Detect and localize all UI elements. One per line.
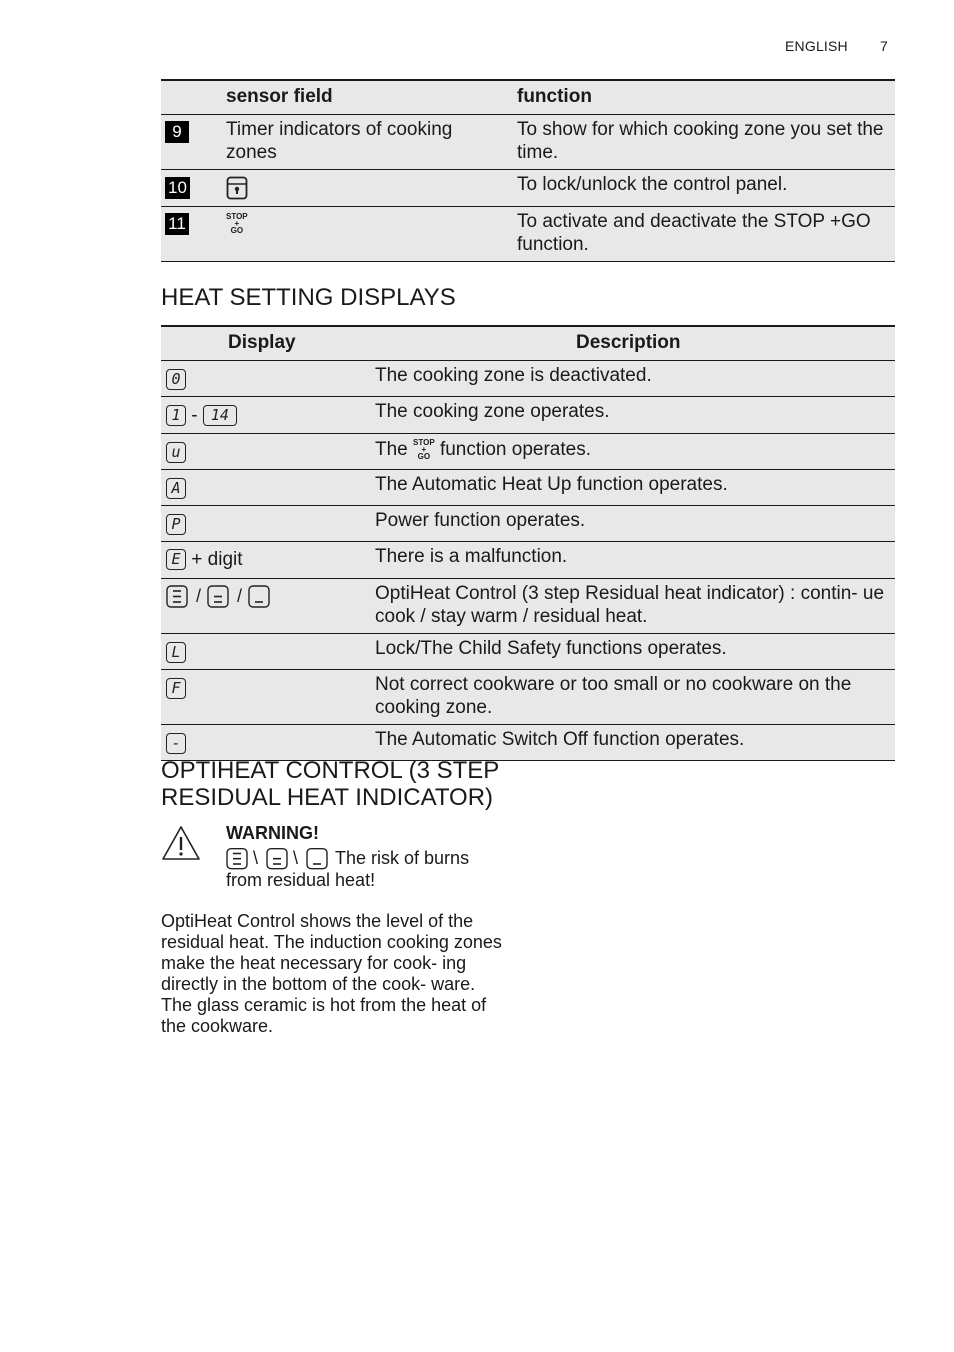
sensor-table-header (161, 81, 895, 115)
col-display: Display (228, 332, 296, 353)
optiheat-paragraph: OptiHeat Control shows the level of the residual heat. The induction cooking zones make the heat necessary for cook- ing directly in the bottom of the cook- ware. The glass ceramic is hot from the heat of the cookware. (161, 911, 502, 1036)
stop-go-icon (413, 439, 435, 460)
section-title-line1: OPTIHEAT CONTROL (3 STEP (161, 757, 500, 784)
warning-text-line2: from residual heat! (226, 870, 376, 891)
stop-go-top: STOP (226, 212, 248, 221)
col-function: function (517, 86, 592, 107)
table-row (161, 397, 895, 434)
heat-table-header (161, 327, 895, 361)
function-cell: To show for which cooking zone you set the time. (517, 119, 884, 163)
display-14-icon: 14 (203, 405, 237, 426)
table-row (161, 542, 895, 579)
warning-text: The risk of burns (335, 848, 470, 868)
heat-table (161, 325, 895, 761)
warning-block (226, 823, 516, 891)
display-e-icon: E (166, 549, 186, 570)
stop-go-bottom: GO (230, 226, 244, 235)
display-u-icon: u (166, 442, 186, 463)
display-f-icon: F (166, 678, 186, 699)
warning-sep: \ (253, 848, 259, 868)
table-row (161, 170, 895, 207)
table-row (161, 634, 895, 670)
description-cell: There is a malfunction. (375, 546, 568, 567)
display-dash-icon: - (166, 733, 186, 754)
table-row (161, 725, 895, 761)
sensor-table (161, 79, 895, 262)
svg-text:/: / (196, 586, 202, 606)
display-extra: + digit (191, 549, 243, 570)
svg-text:/: / (237, 586, 243, 606)
col-sensor-field: sensor field (226, 86, 333, 107)
description-cell (375, 438, 591, 461)
description-cell: The Automatic Switch Off function operates. (375, 729, 745, 750)
description-cell: Lock/The Child Safety functions operates. (375, 638, 727, 659)
description-cell: Not correct cookware or too small or no cookware on the cooking zone. (375, 674, 852, 718)
table-row (161, 506, 895, 542)
section-title-line2: RESIDUAL HEAT INDICATOR) (161, 784, 494, 811)
table-row (161, 361, 895, 397)
lock-icon (226, 176, 248, 206)
function-cell: To activate and deactivate the STOP +GO function. (517, 211, 871, 255)
description-cell: The cooking zone is deactivated. (375, 365, 652, 386)
col-description: Description (576, 332, 681, 353)
description-pre: The (375, 439, 408, 460)
stop-go-icon (226, 213, 248, 234)
description-cell: Power function operates. (375, 510, 586, 531)
description-cell: The cooking zone operates. (375, 401, 610, 422)
section-title-optiheat (161, 757, 499, 811)
table-row (161, 670, 895, 725)
warning-icon (161, 825, 201, 866)
stop-go-top: STOP (413, 438, 435, 448)
row-number: 9 (165, 121, 189, 143)
display-l-icon: L (166, 642, 186, 663)
description-cell: OptiHeat Control (3 step Residual heat indicator) : contin- ue cook / stay warm / residual heat. (375, 583, 885, 627)
row-number: 11 (165, 213, 189, 235)
row-number: 10 (165, 177, 190, 199)
table-row (161, 470, 895, 506)
language-label: ENGLISH (785, 38, 848, 54)
table-row (161, 115, 895, 170)
sensor-field-cell: Timer indicators of cooking zones (226, 119, 453, 163)
function-cell: To lock/unlock the control panel. (517, 174, 788, 195)
stop-go-mid: + (234, 219, 240, 228)
residual-heat-icons (226, 848, 330, 870)
description-cell: The Automatic Heat Up function operates. (375, 474, 728, 495)
range-separator: - (191, 405, 198, 426)
table-row (161, 579, 895, 634)
description-post: function operates. (439, 439, 591, 460)
display-1-icon: 1 (166, 405, 186, 426)
table-row (161, 207, 895, 262)
display-p-icon: P (166, 514, 186, 535)
warning-sep: \ (293, 848, 299, 868)
display-a-icon: A (166, 478, 186, 499)
warning-label: WARNING! (226, 823, 319, 843)
warning-line (226, 848, 516, 870)
stop-go-mid: + (421, 445, 427, 455)
display-0-icon: 0 (166, 369, 186, 390)
section-title-heat-setting: HEAT SETTING DISPLAYS (161, 284, 456, 311)
table-row (161, 434, 895, 470)
page-header (785, 38, 888, 54)
page-number: 7 (880, 38, 888, 54)
stop-go-bottom: GO (417, 452, 431, 462)
residual-heat-icons (166, 585, 274, 615)
